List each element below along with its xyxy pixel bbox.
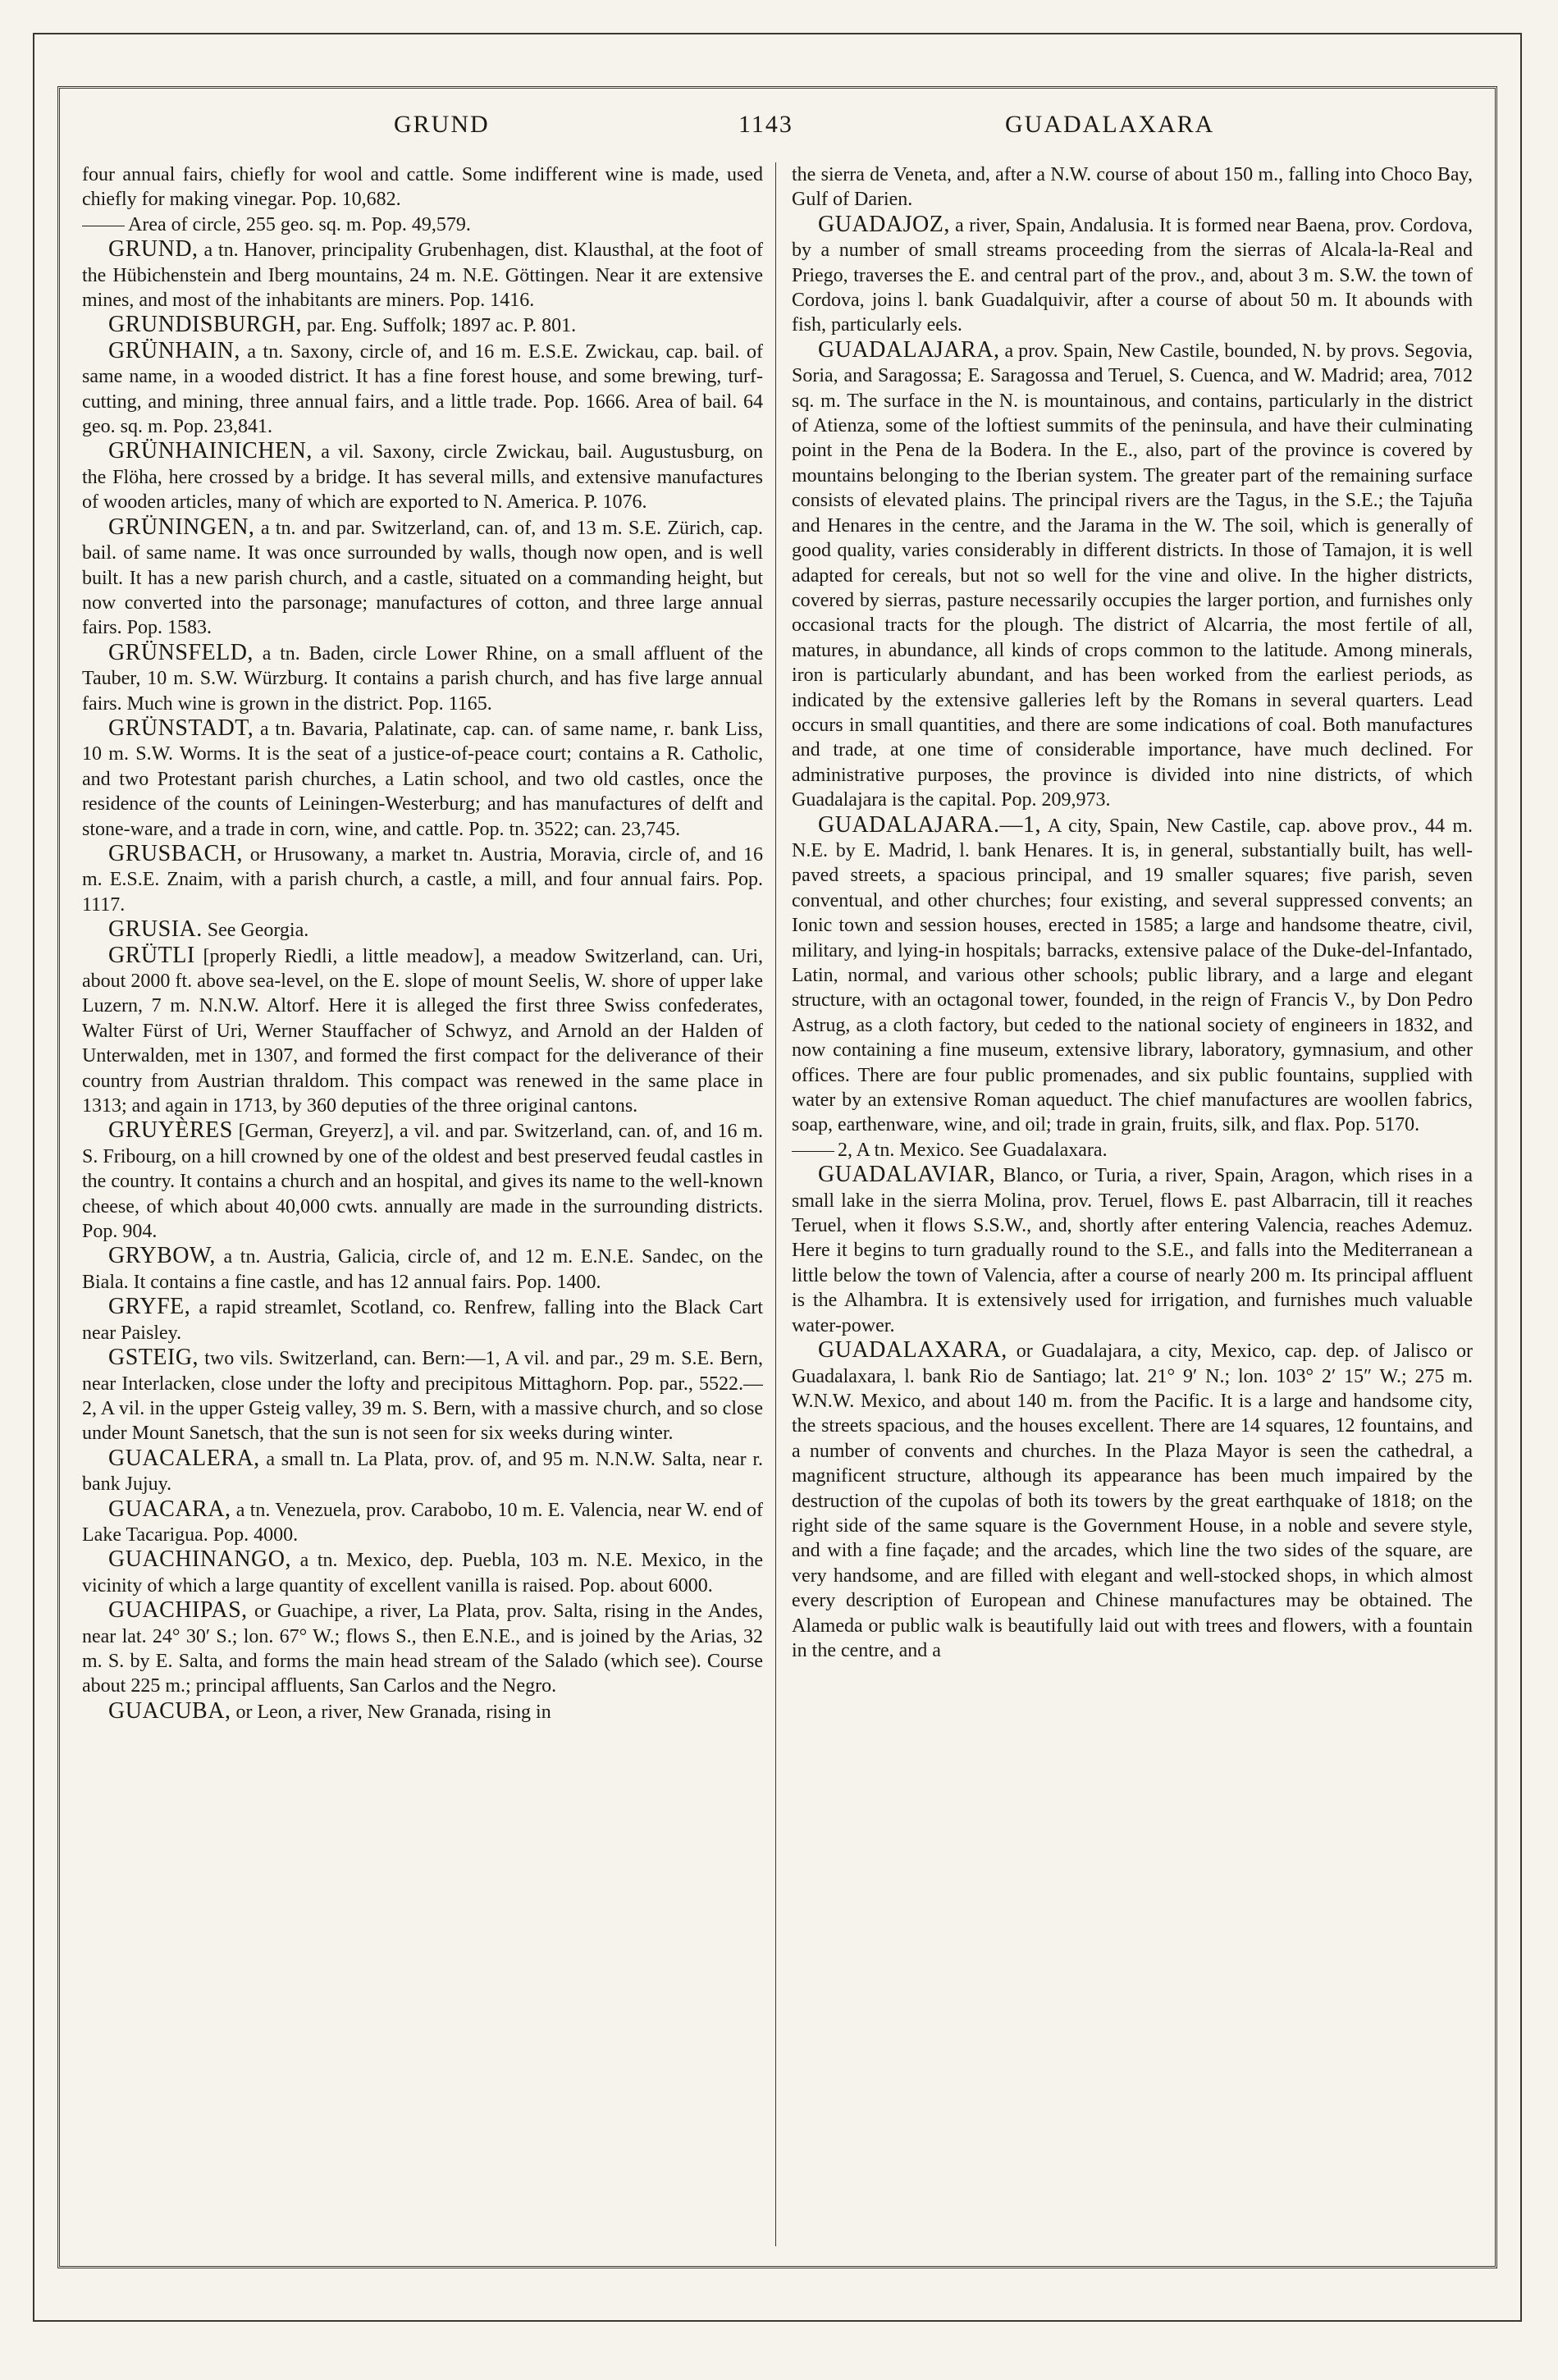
entry-text: a tn. Baden, circle Lower Rhine, on a small affluent of the Tauber, 10 m. S.W. Würzburg. It contains a parish church, and has five large annual fairs. Much wine is grown in the district. Pop. 1165. bbox=[82, 642, 763, 715]
entry-text: a tn. Austria, Galicia, circle of, and 12 m. E.N.E. Sandec, on the Biala. It contains a fine castle, and has 12 annual fairs. Pop. 1400. bbox=[82, 1246, 763, 1293]
entry-headword: GUACHINANGO, bbox=[108, 1546, 291, 1573]
entry-headword: GRUSBACH, bbox=[108, 840, 243, 866]
gazetteer-entry bbox=[792, 813, 1473, 1138]
entry-text: a tn. Saxony, circle of, and 16 m. E.S.E. Zwickau, cap. bail. of same name, in a wooded district. It has a fine forest house, and some brewing, turf-cutting, and mining, three annual fairs, and a little trade. Pop. 1666. Area of bail. 64 geo. sq. m. Pop. 23,841. bbox=[82, 340, 763, 438]
entry-text: or Guachipe, a river, La Plata, prov. Salta, rising in the Andes, near lat. 24° 30′ S.; lon. 67° W.; flows S., then E.N.E., and is joined by the Arias, 32 m. S. by E. Salta, and forms the main head stream of the Salado (which see). Course about 225 m.; principal affluents, San Carlos and the Negro. bbox=[82, 1601, 763, 1697]
header-left-guide-word: GRUND bbox=[394, 111, 490, 138]
gazetteer-entry bbox=[82, 1497, 763, 1548]
entry-text: a tn. Bavaria, Palatinate, cap. can. of same name, r. bank Liss, 10 m. S.W. Worms. It is the seat of a justice-of-peace court; contains a R. Catholic, and two Protestant parish churches, a Latin school, and two old castles, once the residence of the counts of Leiningen-Westerburg; and has manufactures of delft and stone-ware, and a trade in corn, wine, and cattle. Pop. tn. 3522; can. 23,745. bbox=[82, 718, 763, 840]
entry-headword: GUADALAJARA, bbox=[818, 336, 1000, 363]
entry-text: a river, Spain, Andalusia. It is formed near Baena, prov. Cordova, by a number of small streams proceeding from the sierras of Alcala-la-Real and Priego, traverses the E. and central part of the prov., and, about 3 m. S.W. the town of Cordova, joins l. bank Guadalquivir, after a course of about 50 m. It abounds with fish, particularly eels. bbox=[792, 214, 1473, 336]
entry-headword: GRÜNINGEN, bbox=[108, 514, 255, 540]
entry-headword: GUACALERA, bbox=[108, 1445, 260, 1471]
entry-headword: GUADALAJARA.—1, bbox=[818, 811, 1041, 838]
gazetteer-entry bbox=[792, 212, 1473, 338]
gazetteer-entry bbox=[82, 1547, 763, 1598]
entry-text: See Georgia. bbox=[207, 920, 309, 942]
entry-headword: GRUND, bbox=[108, 236, 199, 263]
entry-text: a tn. Hanover, principality Grubenhagen, dist. Klausthal, at the foot of the Hübichenstein and Iberg mountains, 24 m. N.E. Göttingen. Near it are extensive mines, and most of the inhabitants are miners. Pop. 1416. bbox=[82, 240, 763, 312]
entry-headword: GUADALAXARA, bbox=[818, 1337, 1007, 1364]
entry-headword: GUACUBA, bbox=[108, 1697, 231, 1724]
left-column bbox=[82, 162, 763, 2246]
page-number: 1143 bbox=[738, 111, 793, 138]
running-header bbox=[82, 103, 1477, 152]
entry-text: a prov. Spain, New Castile, bounded, N. by provs. Segovia, Soria, and Saragossa; E. Saragossa and Teruel, S. Cuenca, and W. Madrid; area, 7012 sq. m. The surface in the N. is mountainous, and contains, particularly in the district of Atienza, some of the loftiest summits of the peninsula, and have their culminating point in the Pena de la Bodera. In the E., also, part of the province is covered by mountains belonging to the Iberian system. The greater part of the remaining surface consists of elevated plains. The principal rivers are the Tagus, in the S.E.; the Tajuña and Henares in the centre, and the Jarama in the W. The soil, which is generally of good quality, varies considerably in different districts. In those of Tamajon, it is well adapted for cereals, but not so well for the vine and olive. In the higher districts, covered by sierras, pasture necessarily occupies the larger portion, and furnishes only occasional tracts for the plough. The district of Alcarria, the most fertile of all, matures, in abundance, all kinds of crops common to the latitude. Among minerals, iron is particularly abundant, and has been worked from the earliest periods, as indicated by the extensive galleries left by the Romans in several quarters. Lead occurs in small quantities, and there are some indications of coal. Both manufactures and trade, at one time of considerable importance, have much declined. For administrative purposes, the province is divided into nine districts, of which Guadalajara is the capital. Pop. 209,973. bbox=[792, 340, 1473, 811]
gazetteer-entry bbox=[82, 1345, 763, 1446]
gazetteer-entry bbox=[82, 1295, 763, 1345]
entry-headword: GUADALAVIAR, bbox=[818, 1162, 996, 1188]
entry-text: Area of circle, 255 geo. sq. m. Pop. 49,579. bbox=[128, 213, 471, 235]
entry-text: [German, Greyerz], a vil. and par. Switzerland, can. of, and 16 m. S. Fribourg, on a hill crowned by one of the oldest and best preserved feudal castles in the country. It contains a church and an hospital, and gives its name to the well-known cheese, of which about 40,000 cwts. annually are made in the surrounding districts. Pop. 904. bbox=[82, 1121, 763, 1243]
gazetteer-entry bbox=[82, 1446, 763, 1497]
entry-text: two vils. Switzerland, can. Bern:—1, A vil. and par., 29 m. S.E. Bern, near Interlacken, close under the lofty and precipitous Mittaghorn. Pop. par., 5522.—2, A vil. in the upper Gsteig valley, 39 m. S. Bern, with a massive church, and so close under Mount Sanetsch, that the sun is not seen for six weeks during winter. bbox=[82, 1348, 763, 1445]
entry-text: Blanco, or Turia, a river, Spain, Aragon, which rises in a small lake in the sierra Molina, prov. Teruel, flows E. past Albarracin, till it reaches Teruel, when it flows S.S.W., and, shortly after entering Valencia, reaches Ademuz. Here it begins to turn gradually round to the S.E., and falls into the Mediterranean a little below the town of Valencia, after a course of nearly 200 m. Its principal affluent is the Alhambra. It is extensively used for irrigation, and furnishes much valuable water-power. bbox=[792, 1165, 1473, 1336]
entry-text: A city, Spain, New Castile, cap. above prov., 44 m. N.E. by E. Madrid, l. bank Henares. It is, in general, substantially built, has well-paved streets, a spacious principal, and 19 smaller squares; five parish, seven conventual, and other churches; four existing, and several suppressed convents; an Ionic town and session houses, erected in 1585; a large and handsome theatre, civil, military, and lying-in hospitals; barracks, extensive palace of the Duke-del-Infantado, Latin, normal, and various other schools; public library, and a large and elegant structure, with an octagonal tower, founded, in the reign of Francis V., by Don Pedro Astrug, as a cloth factory, but ceded to the national society of engineers in 1832, and now containing a fine museum, extensive library, laboratory, gymnasium, and other offices. There are four public promenades, and six public fountains, supplied with water by an extensive Roman aqueduct. The chief manufactures are woollen fabrics, soap, earthenware, wine, and oil; trade in grain, fruits, silk, and flax. Pop. 5170. bbox=[792, 815, 1473, 1136]
entry-headword: GRÜTLI bbox=[108, 942, 195, 968]
header-right-guide-word: GUADALAXARA bbox=[1005, 111, 1215, 138]
column-divider bbox=[775, 162, 776, 2246]
entry-headword: GUADAJOZ, bbox=[818, 211, 950, 237]
gazetteer-entry bbox=[82, 943, 763, 1119]
gazetteer-entry bbox=[792, 1163, 1473, 1338]
gazetteer-entry bbox=[82, 716, 763, 842]
entry-text: a rapid streamlet, Scotland, co. Renfrew, falling into the Black Cart near Paisley. bbox=[82, 1297, 763, 1344]
gazetteer-entry bbox=[82, 439, 763, 514]
gazetteer-entry bbox=[82, 339, 763, 440]
gazetteer-entry bbox=[82, 237, 763, 313]
gazetteer-entry bbox=[82, 515, 763, 641]
gazetteer-entry bbox=[792, 338, 1473, 813]
entry-text: par. Eng. Suffolk; 1897 ac. P. 801. bbox=[306, 315, 577, 337]
entry-headword: GSTEIG, bbox=[108, 1345, 199, 1371]
entry-headword: GRÜNHAINICHEN, bbox=[108, 438, 313, 464]
entry-text: [properly Riedli, a little meadow], a meadow Switzerland, can. Uri, about 2000 ft. above sea-level, on the E. slope of mount Seelis, W. shore of upper lake Luzern, 7 m. N.N.W. Altorf. Here it is alleged the first three Swiss confederates, Walter Fürst of Uri, Werner Stauffacher of Schwyz, and Arnold an der Halden of Unterwalden, met in 1307, and formed the first compact for the deliverance of their country from Austrian thraldom. This compact was renewed in the same place in 1313; and again in 1713, by 360 deputies of the three original cantons. bbox=[82, 945, 763, 1117]
entry-headword: GUACHIPAS, bbox=[108, 1597, 248, 1624]
entry-headword: GRYBOW, bbox=[108, 1243, 216, 1269]
gazetteer-entry bbox=[792, 1138, 1473, 1163]
entry-headword: GRÜNHAIN, bbox=[108, 337, 240, 363]
gazetteer-entry bbox=[82, 212, 763, 237]
gazetteer-entry bbox=[82, 842, 763, 917]
gazetteer-entry bbox=[82, 1244, 763, 1295]
entry-text: the sierra de Veneta, and, after a N.W. course of about 150 m., falling into Choco Bay, Gulf of Darien. bbox=[792, 164, 1473, 211]
entry-text: a tn. Venezuela, prov. Carabobo, 10 m. E. Valencia, near W. end of Lake Tacarigua. Pop. 4000. bbox=[82, 1499, 763, 1546]
entry-headword: GRYFE, bbox=[108, 1294, 191, 1320]
entry-headword: GRUYÈRES bbox=[108, 1117, 233, 1144]
entry-headword: GRUSIA. bbox=[108, 916, 203, 943]
entry-text: four annual fairs, chiefly for wool and cattle. Some indifferent wine is made, used chiefly for making vinegar. Pop. 10,682. bbox=[82, 164, 763, 211]
gazetteer-entry bbox=[82, 917, 763, 943]
right-column bbox=[792, 162, 1473, 2246]
gazetteer-entry bbox=[82, 641, 763, 716]
entry-text: a tn. Mexico, dep. Puebla, 103 m. N.E. Mexico, in the vicinity of which a large quantity of excellent vanilla is raised. Pop. about 6000. bbox=[82, 1550, 763, 1597]
entry-headword: GRUNDISBURGH, bbox=[108, 312, 302, 338]
gazetteer-entry bbox=[82, 1598, 763, 1699]
entry-headword: GRÜNSFELD, bbox=[108, 639, 254, 665]
entry-text: or Guadalajara, a city, Mexico, cap. dep. of Jalisco or Guadalaxara, l. bank Rio de Santiago; lat. 21° 9′ N.; lon. 103° 2′ 15″ W.; 275 m. W.N.W. Mexico, and about 140 m. from the Pacific. It is a large and handsome city, the streets spacious, and the houses excellent. There are 14 squares, 12 fountains, and a number of convents and churches. In the Plaza Mayor is seen the cathedral, a magnificent structure, although its appearance has been much impaired by the destruction of the cupolas of both its towers by the great earthquake of 1818; on the right side of the same square is the Government House, in a noble and severe style, and with a fine façade; and the arcades, which line the two sides of the square, are very handsome, and are filled with elegant and well-stocked shops, in which almost every description of European and Chinese manufactures may be obtained. The Alameda or public walk is beautifully laid out with trees and flowers, with a fountain in the centre, and a bbox=[792, 1341, 1473, 1661]
gazetteer-entry bbox=[82, 162, 763, 212]
entry-text: or Hrusowany, a market tn. Austria, Moravia, circle of, and 16 m. E.S.E. Znaim, with a parish church, a castle, a mill, and four annual fairs. Pop. 1117. bbox=[82, 843, 763, 916]
continuation-dash bbox=[792, 1151, 834, 1152]
entry-text: 2, A tn. Mexico. See Guadalaxara. bbox=[838, 1139, 1108, 1161]
entry-headword: GUACARA, bbox=[108, 1496, 231, 1522]
gazetteer-entry bbox=[82, 1699, 763, 1724]
gazetteer-entry bbox=[82, 1118, 763, 1244]
entry-headword: GRÜNSTADT, bbox=[108, 715, 254, 741]
entry-text: a vil. Saxony, circle Zwickau, bail. Augustusburg, on the Flöha, here crossed by a bridge. It has several mills, and extensive manufactures of wooden articles, many of which are exported to N. America. P. 1076. bbox=[82, 441, 763, 514]
entry-text: a small tn. La Plata, prov. of, and 95 m. N.N.W. Salta, near r. bank Jujuy. bbox=[82, 1448, 763, 1496]
entry-text: or Leon, a river, New Granada, rising in bbox=[235, 1701, 551, 1723]
gazetteer-entry bbox=[82, 313, 763, 338]
gazetteer-entry bbox=[792, 162, 1473, 212]
entry-text: a tn. and par. Switzerland, can. of, and 13 m. S.E. Zürich, cap. bail. of same name. It was once surrounded by walls, though now open, and is well built. It has a new parish church, and a castle, situated on a commanding height, but now converted into the parsonage; manufactures of cotton, and three large annual fairs. Pop. 1583. bbox=[82, 517, 763, 639]
gazetteer-entry bbox=[792, 1338, 1473, 1663]
